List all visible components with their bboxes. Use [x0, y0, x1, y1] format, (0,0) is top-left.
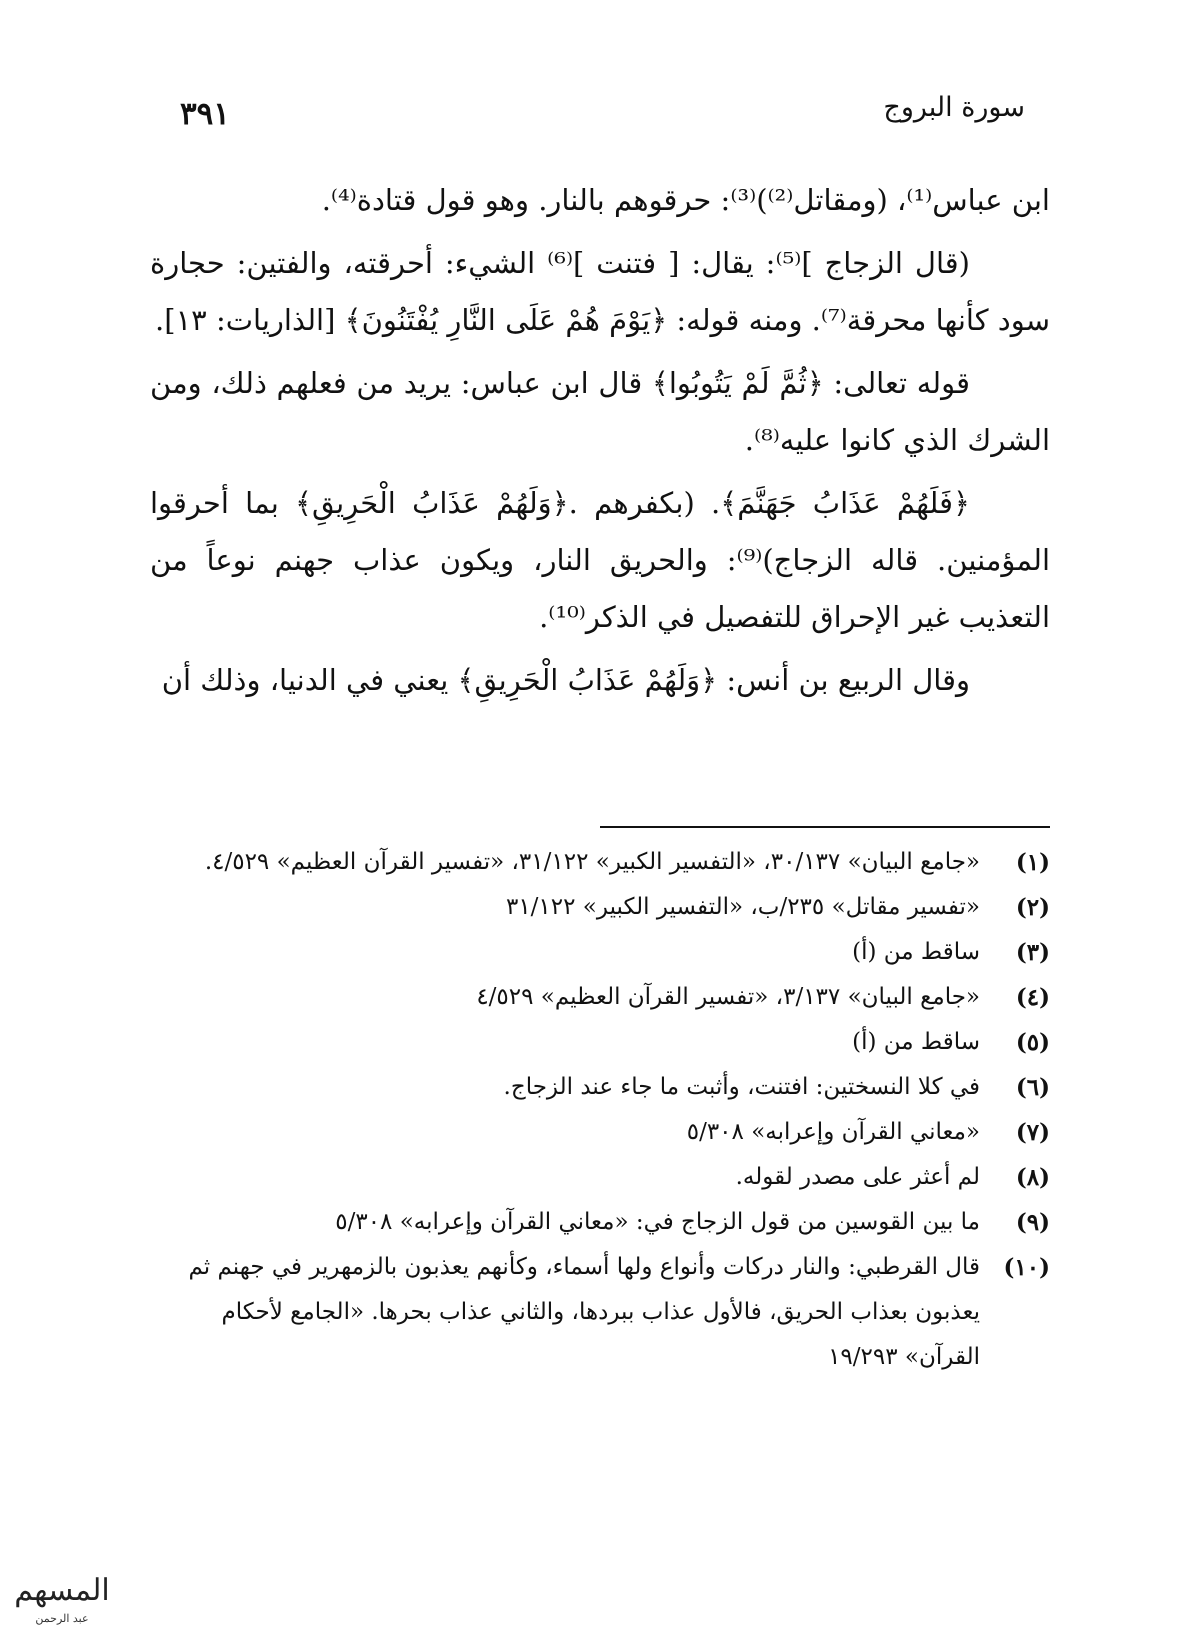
- footnote: [150, 1245, 1050, 1380]
- footnote-text: «تفسير مقاتل» ٢٣٥/ب، «التفسير الكبير» ٣١/١٢٢: [505, 894, 980, 920]
- footnote-text: «معاني القرآن وإعرابه» ٥/٣٠٨: [686, 1119, 980, 1145]
- page-number: ٣٩١: [180, 96, 230, 132]
- footnote-text: «جامع البيان» ٣٠/١٣٧، «التفسير الكبير» ٣١/١٢٢، «تفسير القرآن العظيم» ٤/٥٢٩.: [204, 849, 980, 875]
- footnote-number: (٨): [1015, 1164, 1050, 1191]
- footnote-number: (٥): [1015, 1029, 1050, 1056]
- footnote-number: (٤): [1015, 984, 1050, 1011]
- paragraph: ابن عباس⁽¹⁾، (ومقاتل⁽²⁾)⁽³⁾: حرقوهم بالنار. وهو قول قتادة⁽⁴⁾.: [321, 183, 1050, 217]
- paragraph: ﴿فَلَهُمْ عَذَابُ جَهَنَّمَ﴾. (بكفرهم .﴿وَلَهُمْ عَذَابُ الْحَرِيقِ﴾ بما أحرقوا المؤمنين. قاله الزجاج)⁽⁹⁾: والحريق النار، ويكون عذاب جهنم نوعاً من التعذيب غير الإحراق للتفصيل في الذكر⁽¹⁰⁾.: [150, 486, 1050, 634]
- stamp-subtext: عبد الرحمن: [35, 1612, 89, 1625]
- footnote: [150, 930, 1050, 975]
- page-header: [0, 78, 1185, 138]
- footnote-number: (٣): [1015, 939, 1050, 966]
- footnote-number: (٦): [1015, 1074, 1050, 1101]
- footnote: [150, 885, 1050, 930]
- paragraph: قوله تعالى: ﴿ثُمَّ لَمْ يَتُوبُوا﴾ قال ابن عباس: يريد من فعلهم ذلك، ومن الشرك الذي كانوا عليه⁽⁸⁾.: [150, 366, 1050, 457]
- surah-title: سورة البروج: [883, 92, 1025, 123]
- footnote-text: في كلا النسختين: افتنت، وأثبت ما جاء عند الزجاج.: [503, 1074, 980, 1100]
- paragraph: (قال الزجاج ]⁽⁵⁾: يقال: [ فتنت ]⁽⁶⁾ الشيء: أحرقته، والفتين: حجارة سود كأنها محرقة⁽⁷⁾. ومنه قوله: ﴿يَوْمَ هُمْ عَلَى النَّارِ يُفْتَنُونَ﴾ [الذاريات: ١٣].: [150, 246, 1050, 337]
- footnote: [150, 1155, 1050, 1200]
- footnote-text: قال القرطبي: والنار دركات وأنواع ولها أسماء، وكأنهم يعذبون بالزمهرير في جهنم ثم يعذبون بعذاب الحريق، فالأول عذاب ببردها، والثاني عذاب بحرها. «الجامع لأحكام القرآن» ١٩/٢٩٣: [188, 1254, 980, 1370]
- main-text: [150, 172, 1050, 715]
- library-stamp-logo: [8, 1562, 116, 1632]
- footnote-number: (٩): [1015, 1209, 1050, 1236]
- footnote-divider: [600, 826, 1050, 828]
- footnote-text: «جامع البيان» ٣/١٣٧، «تفسير القرآن العظيم» ٤/٥٢٩: [476, 984, 980, 1010]
- stamp-text: المسهم: [14, 1573, 110, 1608]
- footnote: [150, 1200, 1050, 1245]
- footnote-text: لم أعثر على مصدر لقوله.: [735, 1164, 980, 1190]
- footnote-number: (١): [1015, 849, 1050, 876]
- footnote: [150, 840, 1050, 885]
- footnote-text: ما بين القوسين من قول الزجاج في: «معاني القرآن وإعرابه» ٥/٣٠٨: [335, 1209, 980, 1235]
- footnote: [150, 975, 1050, 1020]
- paragraph: وقال الربيع بن أنس: ﴿وَلَهُمْ عَذَابُ الْحَرِيقِ﴾ يعني في الدنيا، وذلك أن: [161, 663, 970, 697]
- footnote: [150, 1110, 1050, 1155]
- footnote-text: ساقط من (أ): [852, 939, 980, 965]
- footnote-text: ساقط من (أ): [852, 1029, 980, 1055]
- footnote-number: (١٠): [1003, 1254, 1050, 1281]
- footnote: [150, 1020, 1050, 1065]
- footnote: [150, 1065, 1050, 1110]
- footnote-number: (٢): [1015, 894, 1050, 921]
- footnote-number: (٧): [1015, 1119, 1050, 1146]
- footnotes: [150, 840, 1050, 1380]
